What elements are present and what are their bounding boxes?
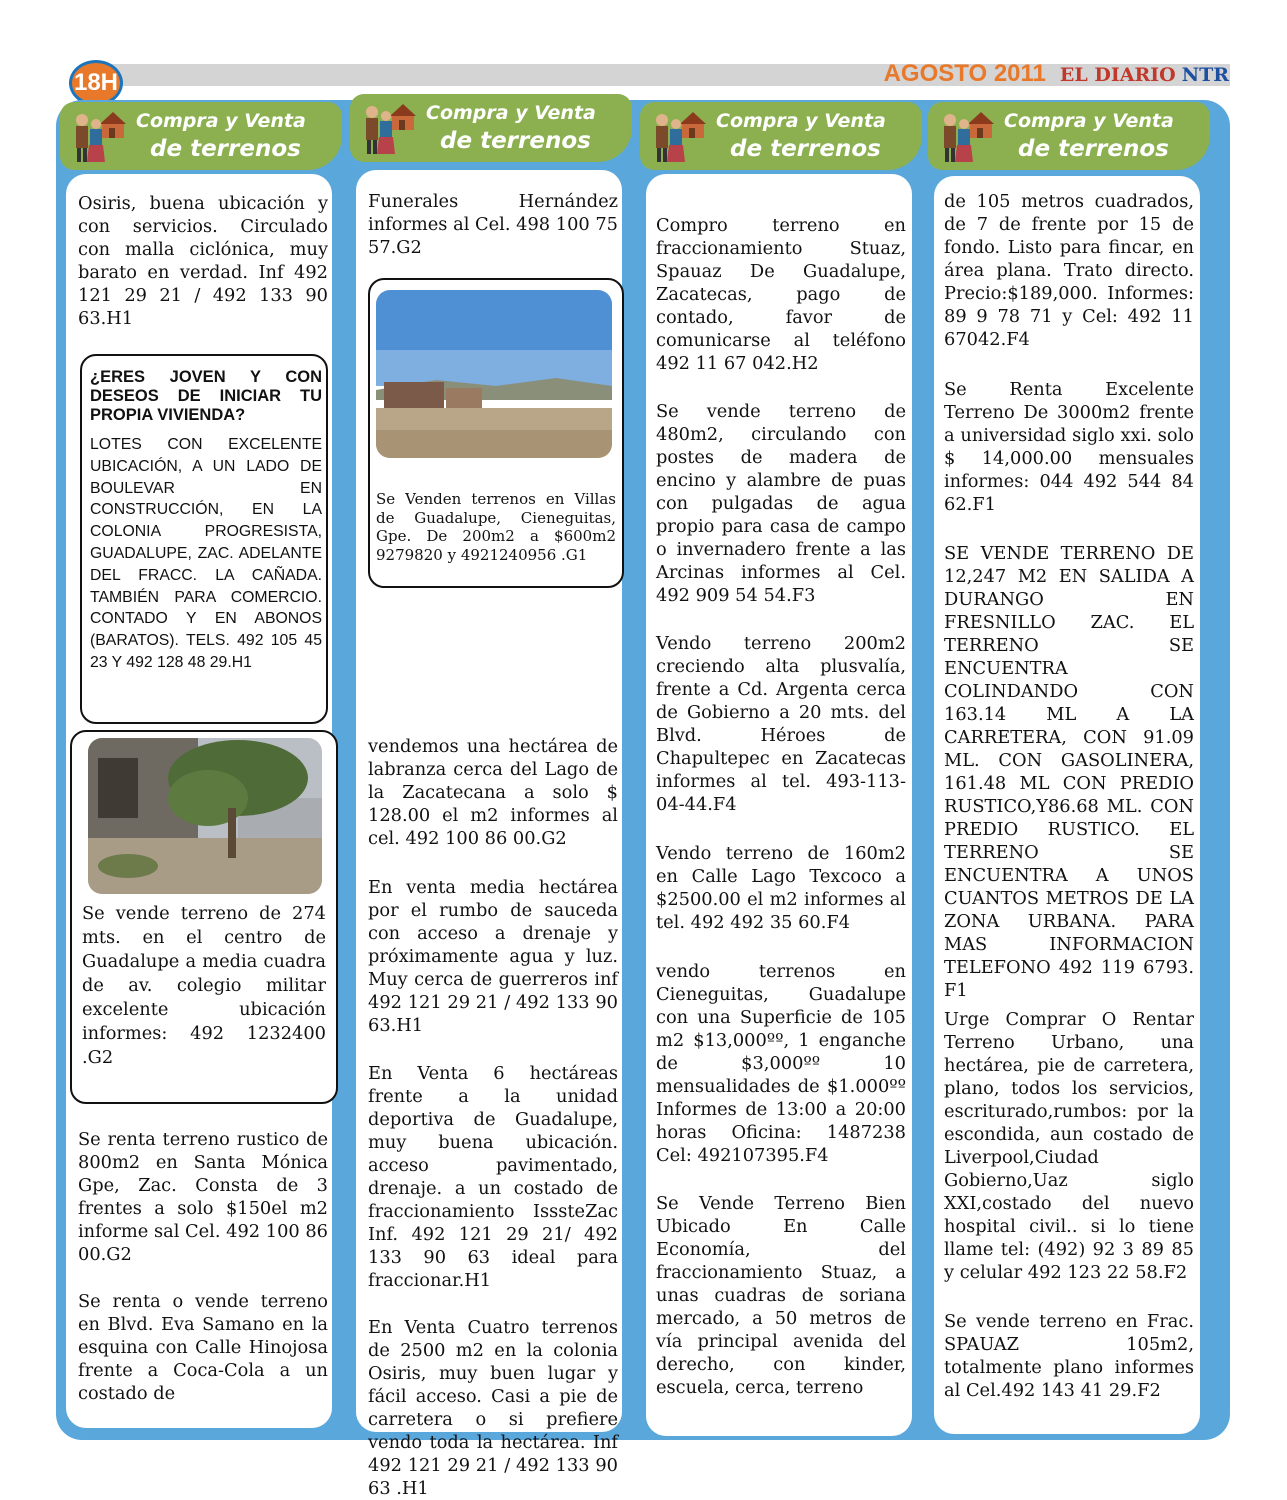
- ad-box-body: LOTES CON EXCELENTE UBICACIÓN, A UN LADO DE BOULEVAR EN CONSTRUCCIÓN, EN LA COLONIA PROGRESISTA, GUADALUPE, ZAC. ADELANTE DEL FRACC. LA CAÑADA. TAMBIÉN PARA COMERCIO. CONTADO Y EN ABONOS (BARATOS). TELS. 492 105 45 23 Y 492 128 48 29.H1: [90, 436, 322, 671]
- section-title-line1: Compra y Venta: [136, 110, 306, 132]
- photo-caption: Se Venden terrenos en Villas de Guadalupe, Cieneguitas, Gpe. De 200m2 a $600m2 9279820 y 4921240956 .G1: [376, 490, 616, 564]
- ad-text: vendemos una hectárea de labranza cerca del Lago de la Zacatecana a solo $ 128.00 el m2 informes al cel. 492 100 86 00.G2: [368, 736, 618, 849]
- ad-text: En Venta 6 hectáreas frente a la unidad deportiva de Guadalupe, muy buena ubicación. acceso pavimentado, drenaje. a un costado de fraccionamiento IsssteZac Inf. 492 121 29 21/ 492 133 90 63 ideal para fraccionar.H1: [368, 1063, 618, 1291]
- couple-with-house-icon: [936, 108, 1000, 164]
- ad-text: Se Vende Terreno Bien Ubicado En Calle Economía, del fraccionamiento Stuaz, a unas cuadras de soriana mercado, a 50 metros de vía principal avenida del derecho, con kinder, escuela, cerca, terreno: [656, 1193, 906, 1398]
- page-number: 18H: [69, 60, 123, 106]
- column-1: [58, 100, 340, 1438]
- ads-panel: [934, 176, 1200, 1434]
- column-4: [926, 100, 1208, 1438]
- ad-text: Se renta terreno rustico de 800m2 en Santa Mónica Gpe, Zac. Consta de 3 frentes a solo $150el m2 informe sal Cel. 492 100 86 00.G2: [78, 1129, 328, 1265]
- section-title-line2: de terrenos: [150, 136, 301, 162]
- section-title-line2: de terrenos: [730, 136, 881, 162]
- couple-with-house-icon: [648, 108, 712, 164]
- ad-box: [80, 354, 328, 724]
- section-title-line1: Compra y Venta: [426, 102, 596, 124]
- ad-text: En Venta Cuatro terrenos de 2500 m2 en la colonia Osiris, muy buen lugar y fácil acceso. Casi a pie de carretera o si prefiere vendo toda la hectárea. Inf 492 121 29 21 / 492 133 90 63 .H1: [368, 1317, 618, 1499]
- column-2: [348, 100, 630, 1499]
- ad-text: Vendo terreno 200m2 creciendo alta plusvalía, frente a Cd. Argenta cerca de Gobierno a 20 mts. del Blvd. Héroes de Chapultepec en Zacatecas informes al tel. 493-113-04-44.F4: [656, 633, 906, 815]
- ad-text: Se vende terreno en Frac. SPAUAZ 105m2, totalmente plano informes al Cel.492 143 41 29.F2: [944, 1311, 1194, 1401]
- ad-text: Se vende terreno de 480m2, circulando con postes de madera de encino y alambre de puas con pulgadas de agua propio para casa de campo o invernadero frente a las Arcinas informes al Cel. 492 909 54 54.F3: [656, 401, 906, 606]
- section-title-line1: Compra y Venta: [716, 110, 886, 132]
- ad-text: vendo terrenos en Cieneguitas, Guadalupe con una Superficie de 105 m2 $13,000ºº, 1 enganche de $3,000ºº 10 mensualidades de $1.000ºº Informes de 13:00 a 20:00 horas Oficina: 1487238 Cel: 492107395.F4: [656, 961, 906, 1166]
- newspaper-name: EL DIARIO: [1059, 64, 1176, 86]
- couple-with-house-icon: [358, 100, 422, 156]
- ad-text: de 105 metros cuadrados, de 7 de frente por 15 de fondo. Listo para fincar, en área plana. Trato directo. Precio:$189,000. Informes: 89 9 78 71 y Cel: 492 11 67042.F4: [944, 191, 1194, 350]
- column-3: [638, 100, 920, 1438]
- ad-text: Se renta o vende terreno en Blvd. Eva Samano en la esquina con Calle Hinojosa frente a Coca-Cola a un costado de: [78, 1291, 328, 1404]
- section-title-line2: de terrenos: [440, 128, 591, 154]
- ads-panel: [66, 174, 332, 1428]
- section-header: [640, 102, 922, 170]
- ads-panel: [646, 174, 912, 1436]
- ad-text: En venta media hectárea por el rumbo de sauceda con acceso a drenaje y próximamente agua y luz. Muy cerca de guerreros inf 492 121 29 21 / 492 133 90 63.H1: [368, 877, 618, 1036]
- section-title-line2: de terrenos: [1018, 136, 1169, 162]
- ad-box-title: ¿ERES JOVEN Y CON DESEOS DE INICIAR TU PROPIA VIVIENDA?: [90, 368, 322, 424]
- ad-text: Osiris, buena ubicación y con servicios. Circulado con malla ciclónica, muy barato en verdad. Inf 492 121 29 21 / 492 133 90 63.H1: [78, 193, 328, 329]
- ad-box-with-photo: [368, 278, 624, 588]
- house-yard-photo: [88, 738, 322, 894]
- section-header: [60, 102, 342, 170]
- land-lot-photo: [376, 290, 612, 458]
- ad-box-with-photo: [70, 730, 338, 1104]
- ad-text: Compro terreno en fraccionamiento Stuaz, Spauaz De Guadalupe, Zacatecas, pago de contado, favor de comunicarse al teléfono 492 11 67 042.H2: [656, 215, 906, 374]
- section-header: [350, 94, 632, 162]
- ad-text: Vendo terreno de 160m2 en Calle Lago Texcoco a $2500.00 el m2 informes al tel. 492 492 35 60.F4: [656, 843, 906, 933]
- ad-text: Se vende terreno de 274 mts. en el centro de Guadalupe a media cuadra de av. colegio militar excelente ubicación informes: 492 1232400 .G2: [82, 903, 326, 1068]
- ad-text: Funerales Hernández informes al Cel. 498 100 75 57.G2: [368, 191, 618, 258]
- ad-text: Urge Comprar O Rentar Terreno Urbano, una hectárea, pie de carretera, plano, todos los servicios, escriturado,rumbos: por la escondida, aun costado de Liverpool,Ciudad Gobierno,Uaz siglo XXI,costado del nuevo hospital civil.. si lo tiene llame tel: (492) 92 3 89 85 y celular 492 123 22 58.F2: [944, 1009, 1194, 1283]
- couple-with-house-icon: [68, 108, 132, 164]
- ad-text: SE VENDE TERRENO DE 12,247 M2 EN SALIDA A DURANGO EN FRESNILLO ZAC. EL TERRENO SE ENCUENTRA COLINDANDO CON 163.14 ML A LA CARRETERA, CON 91.09 ML. CON GASOLINERA, 161.48 ML CON PREDIO RUSTICO,Y86.68 ML. CON PREDIO RUSTICO. EL TERRENO SE ENCUENTRA A UNOS CUANTOS METROS DE LA ZONA URBANA. PARA MAS INFORMACION TELEFONO 492 119 6793. F1: [944, 543, 1194, 1001]
- section-header: [928, 102, 1210, 170]
- newspaper-brand: NTR: [1181, 64, 1229, 86]
- issue-date: AGOSTO 2011: [883, 60, 1046, 87]
- ad-text: Se Renta Excelente Terreno De 3000m2 frente a universidad siglo xxi. solo $ 14,000.00 mensuales informes: 044 492 544 84 62.F1: [944, 379, 1194, 515]
- section-title-line1: Compra y Venta: [1004, 110, 1174, 132]
- ads-panel: [356, 170, 622, 1499]
- masthead: [884, 60, 1229, 88]
